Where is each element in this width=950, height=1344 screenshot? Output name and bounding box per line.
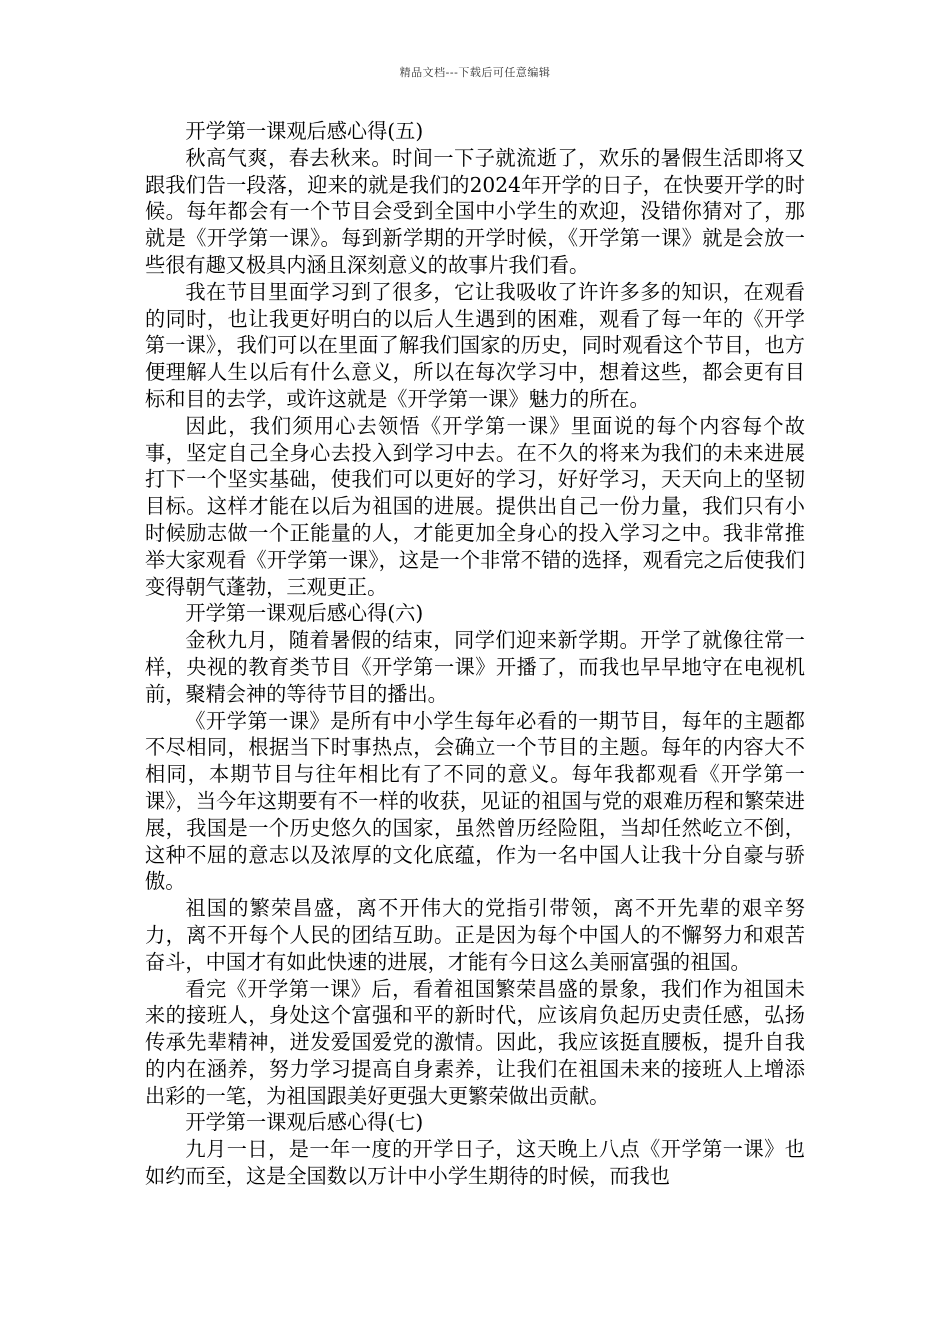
paragraph: 九月一日，是一年一度的开学日子，这天晚上八点《开学第一课》也如约而至，这是全国数以万计中小学生期待的时候，而我也 [145, 1137, 805, 1189]
paragraph: 我在节目里面学习到了很多，它让我吸收了许许多多的知识，在观看的同时，也让我更好明白的以后人生遇到的困难，观看了每一年的《开学第一课》，我们可以在里面了解我们国家的历史，同时观看这个节目，也方便理解人生以后有什么意义，所以在每次学习中，想着这些，都会更有目标和目的去学，或许这就是《开学第一课》魅力的所在。 [145, 279, 805, 411]
section-title: 开学第一课观后感心得(七) [185, 1110, 424, 1135]
paragraph: 金秋九月，随着暑假的结束，同学们迎来新学期。开学了就像往常一样，央视的教育类节目《开学第一课》开播了，而我也早早地守在电视机前，聚精会神的等待节目的播出。 [145, 628, 805, 706]
paragraph: 看完《开学第一课》后，看着祖国繁荣昌盛的景象，我们作为祖国未来的接班人，身处这个富强和平的新时代，应该肩负起历史责任感，弘扬传承先辈精神，迸发爱国爱党的激情。因此，我应该挺直腰板，提升自我的内在涵养，努力学习提高自身素养，让我们在祖国未来的接班人上增添出彩的一笔，为祖国跟美好更强大更繁荣做出贡献。 [145, 976, 805, 1108]
document-body [145, 118, 805, 1190]
paragraph: 《开学第一课》是所有中小学生每年必看的一期节目，每年的主题都不尽相同，根据当下时事热点，会确立一个节目的主题。每年的内容大不相同，本期节目与往年相比有了不同的意义。每年我都观看《开学第一课》，当今年这期要有不一样的收获，见证的祖国与党的艰难历程和繁荣进展，我国是一个历史悠久的国家，虽然曾历经险阻，当却任然屹立不倒，这种不屈的意志以及浓厚的文化底蕴，作为一名中国人让我十分自豪与骄傲。 [145, 708, 805, 894]
paragraph: 因此，我们须用心去领悟《开学第一课》里面说的每个内容每个故事，坚定自己全身心去投入到学习中去。在不久的将来为我们的未来进展打下一个坚实基础，使我们可以更好的学习，好好学习，天天向上的坚韧目标。这样才能在以后为祖国的进展。提供出自己一份力量，我们只有小时候励志做一个正能量的人，才能更加全身心的投入学习之中。我非常推举大家观看《开学第一课》，这是一个非常不错的选择，观看完之后使我们变得朝气蓬勃，三观更正。 [145, 413, 805, 599]
section-title: 开学第一课观后感心得(六) [185, 601, 424, 626]
page-header: 精品文档---下载后可任意编辑 [399, 66, 551, 79]
paragraph: 祖国的繁荣昌盛，离不开伟大的党指引带领，离不开先辈的艰辛努力，离不开每个人民的团结互助。正是因为每个中国人的不懈努力和艰苦奋斗，中国才有如此快速的进展，才能有今日这么美丽富强的祖国。 [145, 896, 805, 974]
paragraph: 秋高气爽，春去秋来。时间一下子就流逝了，欢乐的暑假生活即将又跟我们告一段落，迎来的就是我们的2024年开学的日子，在快要开学的时候。每年都会有一个节目会受到全国中小学生的欢迎，没错你猜对了，那就是《开学第一课》。每到新学期的开学时候，《开学第一课》就是会放一些很有趣又极具内涵且深刻意义的故事片我们看。 [145, 145, 805, 277]
section-title: 开学第一课观后感心得(五) [185, 119, 424, 143]
